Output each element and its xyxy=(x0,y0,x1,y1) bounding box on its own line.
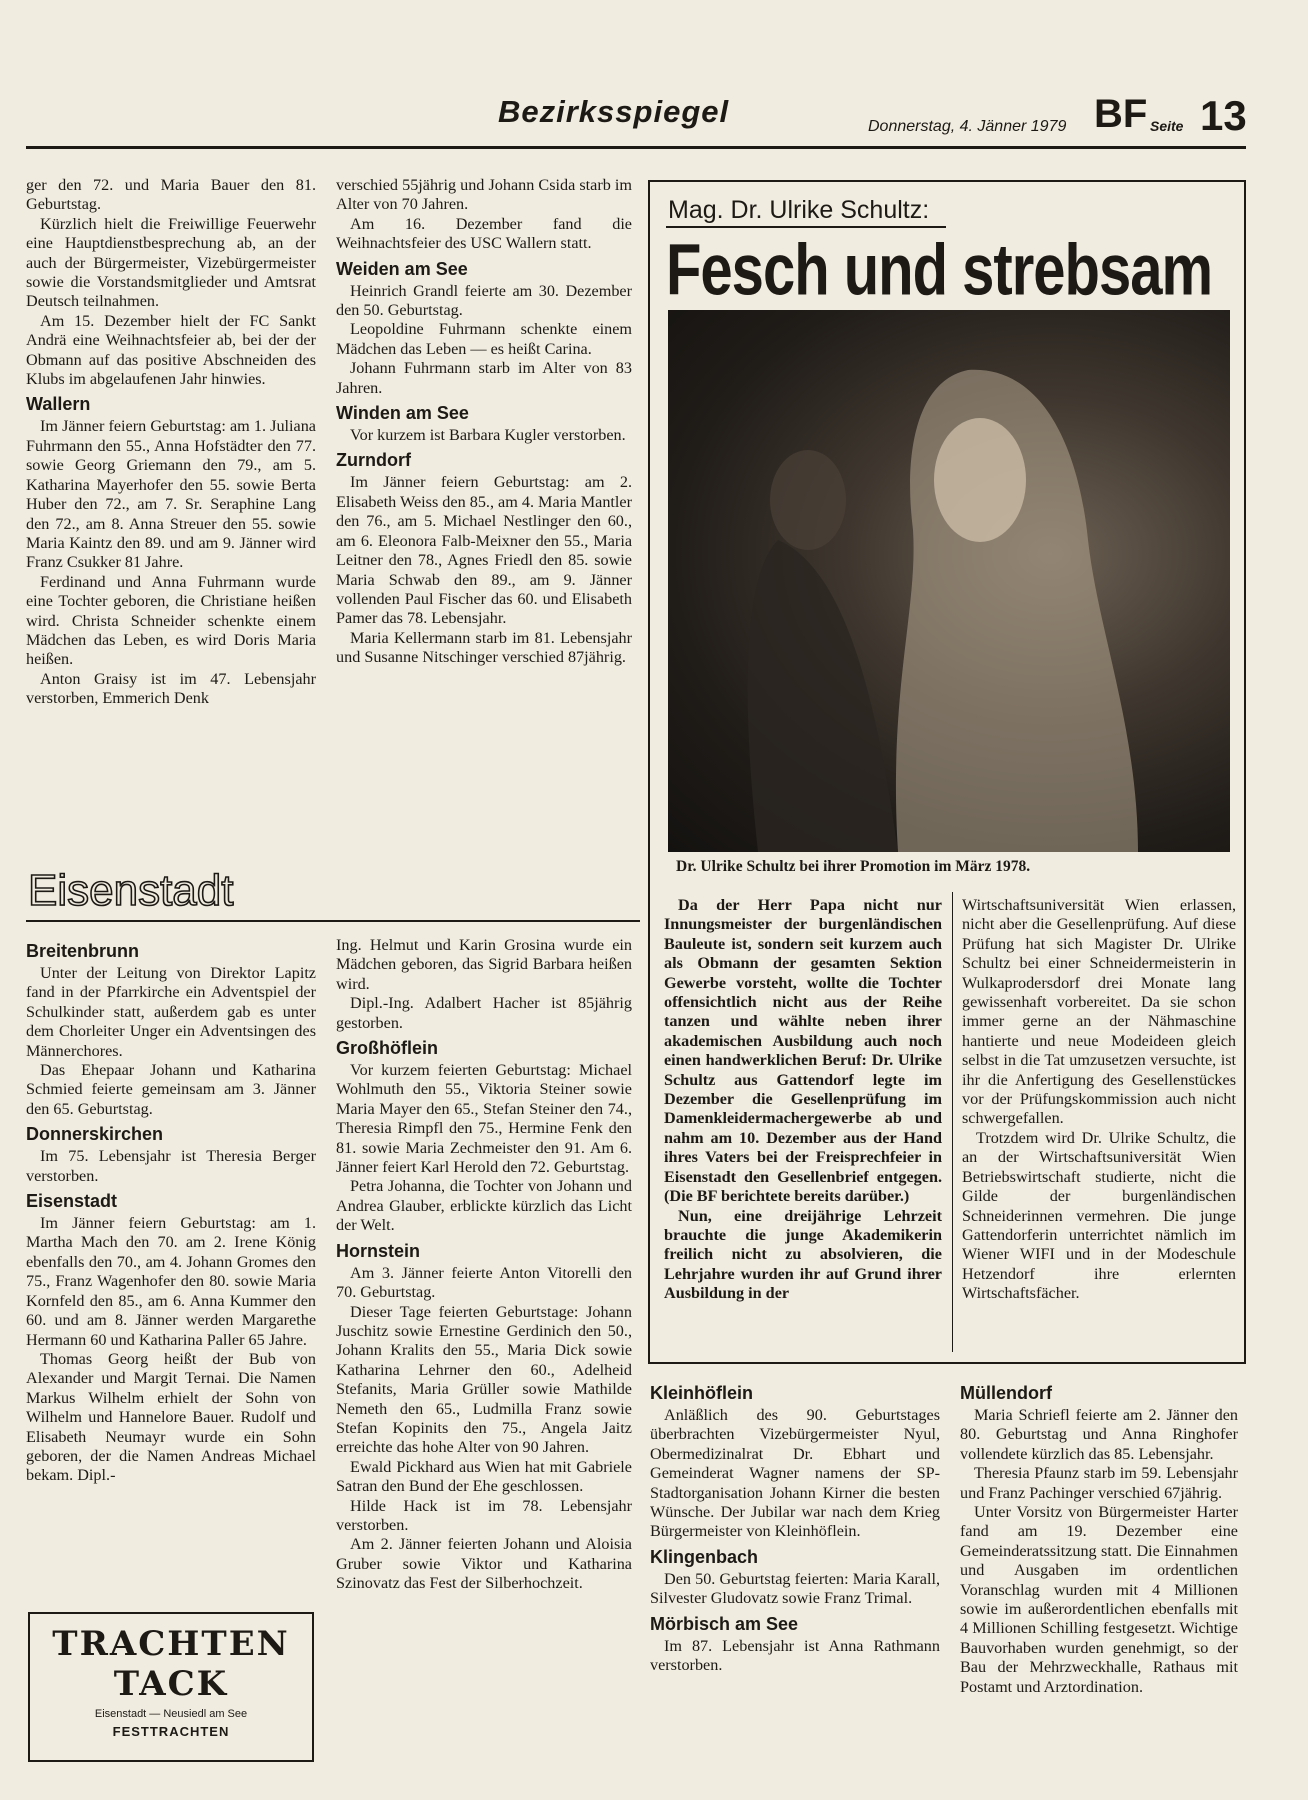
banner-rule xyxy=(26,920,640,922)
paragraph: Kürzlich hielt die Freiwillige Feuerwehr eine Hauptdienstbesprechung ab, an der auch der Bürgermeister, Vizebürgermeister sowie die Vorstandsmitglieder und Amtsrat Deutsch teilnahmen. xyxy=(26,214,316,311)
ad-title-line2: TACK xyxy=(113,1664,229,1704)
section-heading: Zurndorf xyxy=(336,450,411,471)
ad-address: Eisenstadt — Neusiedl am See xyxy=(94,1708,248,1720)
paragraph: Am 3. Jänner feierte Anton Vitorelli den 70. Geburtstag. xyxy=(336,1263,632,1302)
section-heading: Winden am See xyxy=(336,403,469,424)
section-heading: Hornstein xyxy=(336,1240,421,1261)
ad-title-line1: TRACHTEN xyxy=(52,1624,290,1664)
paragraph: Petra Johanna, die Tochter von Johann und Andrea Glauber, erblickte kürzlich das Licht der Welt. xyxy=(336,1177,632,1235)
section-heading: Breitenbrunn xyxy=(26,941,140,961)
column-4-bottom xyxy=(960,1378,1238,1697)
paragraph: Am 15. Dezember hielt der FC Sankt Andrä eine Weihnachtsfeier ab, bei der der Obmann auf das positive Abschneiden des Klubs im abgelaufenen Jahr hinwies. xyxy=(26,311,316,389)
column-2-bottom xyxy=(336,936,632,1594)
paragraph: Unter Vorsitz von Bürgermeister Harter fand am 19. Dezember eine Gemeinderatssitzung statt. Die Einnahmen und Ausgaben im ordentlichen Voranschlag wurden mit 4 Millionen sowie im außerordentlichen ebenfalls mit 4 Millionen Schilling festgesetzt. Wichtige Bauvorhaben wurden genehmigt, so der Bau der Mehrzweckhalle, Rathaus mit Postamt und Arztordination. xyxy=(960,1503,1238,1696)
section-heading: Mörbisch am See xyxy=(650,1613,799,1634)
paragraph: Leopoldine Fuhrmann schenkte einem Mädchen das Leben — es heißt Carina. xyxy=(336,320,632,358)
paragraph: Hilde Hack ist im 78. Lebensjahr verstorben. xyxy=(336,1496,632,1534)
paragraph: Ewald Pickhard aus Wien hat mit Gabriele Satran den Bund der Ehe geschlossen. xyxy=(336,1457,632,1496)
feature-headline: Fesch und strebsam xyxy=(666,229,1213,311)
ad-tagline: FESTTRACHTEN xyxy=(112,1724,230,1739)
section-title: Bezirksspiegel xyxy=(498,94,730,129)
page-number: 13 xyxy=(1200,92,1247,139)
paragraph: Heinrich Grandl feierte am 30. Dezember den 50. Geburtstag. xyxy=(336,281,632,320)
paragraph: Vor kurzem feierten Geburtstag: Michael Wohlmuth den 55., Viktoria Steiner sowie Maria Mayer den 65., Stefan Steiner den 74., Theresia Rimpfl den 75., Hermine Fenk den 81. sowie Maria Zechmeister den 91. Am 6. Jänner feiert Karl Herold den 72. Geburtstag. xyxy=(336,1061,632,1177)
feature-column-b xyxy=(962,896,1236,1304)
paragraph: Im 75. Lebensjahr ist Theresia Berger verstorben. xyxy=(26,1147,316,1185)
column-1-bottom xyxy=(26,936,316,1486)
column-2-top xyxy=(336,176,632,668)
section-heading: Eisenstadt xyxy=(26,1191,118,1212)
paragraph: Wirtschaftsuniversität Wien erlassen, nicht aber die Gesellenprüfung. Auf diese Prüfung hat sich Magister Dr. Ulrike Schultz bei einer Schneidermeisterin in Wulkaprodersdorf drei Monate lang gewissenhaft vorbereitet. Da sie schon immer gerne an der Nähmaschine hantierte und neue Modeideen gleich selbst in die Tat umzusetzen versuchte, ist ihr die Anfertigung des Gesellenstückes vor der Prüfungskommission auch nicht schwergefallen. xyxy=(962,896,1236,1128)
paragraph: Im 87. Lebensjahr ist Anna Rathmann verstorben. xyxy=(650,1636,940,1675)
section-heading: Klingenbach xyxy=(650,1546,759,1567)
paragraph: Im Jänner feiern Geburtstag: am 1. Juliana Fuhrmann den 55., Anna Hofstädter den 77. sowie Georg Griemann den 79., am 5. Katharina Mayerhofer den 55. sowie Berta Huber den 72., am 7. Sr. Seraphine Lang den 72., am 8. Anna Streuer den 55. sowie Maria Kaintz den 89. und am 9. Jänner wird Franz Csukker 81 Jahre. xyxy=(26,417,316,572)
section-heading: Müllendorf xyxy=(960,1383,1052,1403)
paragraph: Am 2. Jänner feierten Johann und Aloisia Gruber sowie Viktor und Katharina Szinovatz das Fest der Silberhochzeit. xyxy=(336,1535,632,1593)
paragraph: Im Jänner feiern Geburtstag: am 1. Martha Mach den 70. am 2. Irene König ebenfalls den 70., am 4. Johann Gromes den 75., Franz Wagenhofer den 80. sowie Maria Kornfeld den 85., am 6. Anna Kummer den 60. und am 8. Jänner werden Margarethe Hermann 60 und Katharina Paller 65 Jahre. xyxy=(26,1214,316,1349)
paragraph: Das Ehepaar Johann und Katharina Schmied feierte gemeinsam am 3. Jänner den 65. Geburtstag. xyxy=(26,1061,316,1118)
portrait-photo xyxy=(668,310,1230,852)
paragraph: verschied 55jährig und Johann Csida starb im Alter von 70 Jahren. xyxy=(336,176,632,214)
feature-kicker: Mag. Dr. Ulrike Schultz: xyxy=(668,196,930,224)
section-heading: Kleinhöflein xyxy=(650,1383,753,1403)
portrait-figure-icon xyxy=(668,310,1230,852)
column-3-bottom xyxy=(650,1378,940,1675)
paragraph: Ferdinand und Anna Fuhrmann wurde eine Tochter geboren, die Christiane heißen wird. Christa Schneider schenkte einem Mädchen das Leben, es wird Doris Maria heißen. xyxy=(26,572,316,669)
paragraph: Nun, eine dreijährige Lehrzeit brauchte die junge Akademikerin freilich nicht zu absolvieren, die Lehrjahre wurden ihr auf Grund ihrer Ausbildung in der xyxy=(664,1206,942,1303)
paragraph: Ing. Helmut und Karin Grosina wurde ein Mädchen geboren, das Sigrid Barbara heißen wird. xyxy=(336,936,632,993)
eisenstadt-banner: Eisenstadt xyxy=(28,866,234,915)
paragraph: Dieser Tage feierten Geburtstage: Johann Juschitz sowie Ernestine Gerdinich den 50., Johann Kralits den 55., Maria Dick sowie Katharina Lehrner den 60., Adelheid Stefanits, Maria Grüller sowie Mathilde Nemeth den 65., Ludmilla Franz sowie Stefan Kopinits den 75., Angela Jaitz erreichte das hohe Alter von 90 Jahren. xyxy=(336,1302,632,1457)
feature-column-divider xyxy=(952,892,953,1352)
paragraph: Anläßlich des 90. Geburtstages überbrachten Vizebürgermeister Nyul, Obermedizinalrat Dr. Ebhart und Gemeinderat Wagner namens der SP-Stadtorganisation Johann Kirner die besten Wünsche. Der Jubilar war nach dem Krieg Bürgermeister von Kleinhöflein. xyxy=(650,1406,940,1541)
column-1-top xyxy=(26,176,316,709)
page-label: Seite xyxy=(1150,118,1184,134)
paragraph: Maria Kellermann starb im 81. Lebensjahr und Susanne Nitschinger verschied 87jährig. xyxy=(336,628,632,667)
paragraph: Den 50. Geburtstag feierten: Maria Karall, Silvester Gludovatz sowie Franz Trimal. xyxy=(650,1569,940,1608)
photo-caption: Dr. Ulrike Schultz bei ihrer Promotion im März 1978. xyxy=(676,858,1031,875)
trachten-ad xyxy=(28,1612,314,1762)
paragraph: Maria Schriefl feierte am 2. Jänner den 80. Geburtstag und Anna Ringhofer vollendete kürzlich das 85. Lebensjahr. xyxy=(960,1406,1238,1463)
section-heading: Weiden am See xyxy=(336,258,468,279)
section-heading: Donnerskirchen xyxy=(26,1124,164,1145)
paragraph: Dipl.-Ing. Adalbert Hacher ist 85jährig gestorben. xyxy=(336,994,632,1032)
paragraph: Am 16. Dezember fand die Weihnachtsfeier des USC Wallern statt. xyxy=(336,214,632,253)
paragraph: Thomas Georg heißt der Bub von Alexander und Margit Ternai. Die Namen Markus Wilhelm erhielt der Sohn von Wilhelm und Hannelore Bauer. Rudolf und Elisabeth Neumayr wurde ein Sohn geboren, der die Namen Andreas Michael bekam. Dipl.- xyxy=(26,1349,316,1485)
paragraph: Im Jänner feiern Geburtstag: am 2. Elisabeth Weiss den 85., am 4. Maria Mantler den 76., am 5. Michael Nestlinger den 60., am 6. Eleonora Falb-Meixner den 55., Maria Leitner den 78., Agnes Friedl den 85. sowie Maria Schwab den 89., am 9. Jänner vollenden Paul Fischer das 60. und Elisabeth Pamer das 78. Lebensjahr. xyxy=(336,473,632,628)
section-heading: Wallern xyxy=(26,394,91,415)
paragraph: Anton Graisy ist im 47. Lebensjahr verstorben, Emmerich Denk xyxy=(26,669,316,708)
header-rule xyxy=(26,146,1246,149)
paragraph: Unter der Leitung von Direktor Lapitz fand in der Pfarrkirche ein Adventspiel der Schulkinder statt, außerdem gab es unter dem Chorleiter Unger ein Adventsingen des Männerchores. xyxy=(26,964,316,1060)
paragraph: ger den 72. und Maria Bauer den 81. Geburtstag. xyxy=(26,176,316,214)
issue-date: Donnerstag, 4. Jänner 1979 xyxy=(868,118,1067,135)
feature-column-a xyxy=(664,896,942,1304)
paragraph: Theresia Pfaunz starb im 59. Lebensjahr und Franz Pachinger verschied 67jährig. xyxy=(960,1464,1238,1502)
paragraph: Trotzdem wird Dr. Ulrike Schultz, die an der Wirtschaftsuniversität Wien Betriebswirtschaft studierte, nicht die Gilde der burgenländischen Schneiderinnen vermehren. Die junge Gattendorferin unterrichtet nämlich im Wiener WIFI und in der Modeschule Hetzendorf ihre erlernten Wirtschaftsfächer. xyxy=(962,1128,1236,1303)
paragraph: Vor kurzem ist Barbara Kugler verstorben. xyxy=(350,426,626,445)
paragraph: Da der Herr Papa nicht nur Innungsmeister der burgenländischen Bauleute ist, sondern seit kurzem auch als Obmann der gesamten Sektion Gewerbe vorsteht, wollte die Tochter offensichtlich nicht aus der Reihe tanzen und wählte neben ihrer akademischen Ausbildung auch noch einen handwerklichen Beruf: Dr. Ulrike Schultz aus Gattendorf legte im Dezember die Gesellenprüfung im Damenkleidermachergewerbe ab und nahm am 10. Dezember aus der Hand ihres Vaters bei der Freisprechfeier in Eisenstadt den Gesellenbrief entgegen. (Die BF berichtete bereits darüber.) xyxy=(664,896,942,1206)
section-heading: Großhöflein xyxy=(336,1038,438,1059)
brand-logo: BF xyxy=(1094,92,1148,136)
paragraph: Johann Fuhrmann starb im Alter von 83 Jahren. xyxy=(336,359,632,397)
